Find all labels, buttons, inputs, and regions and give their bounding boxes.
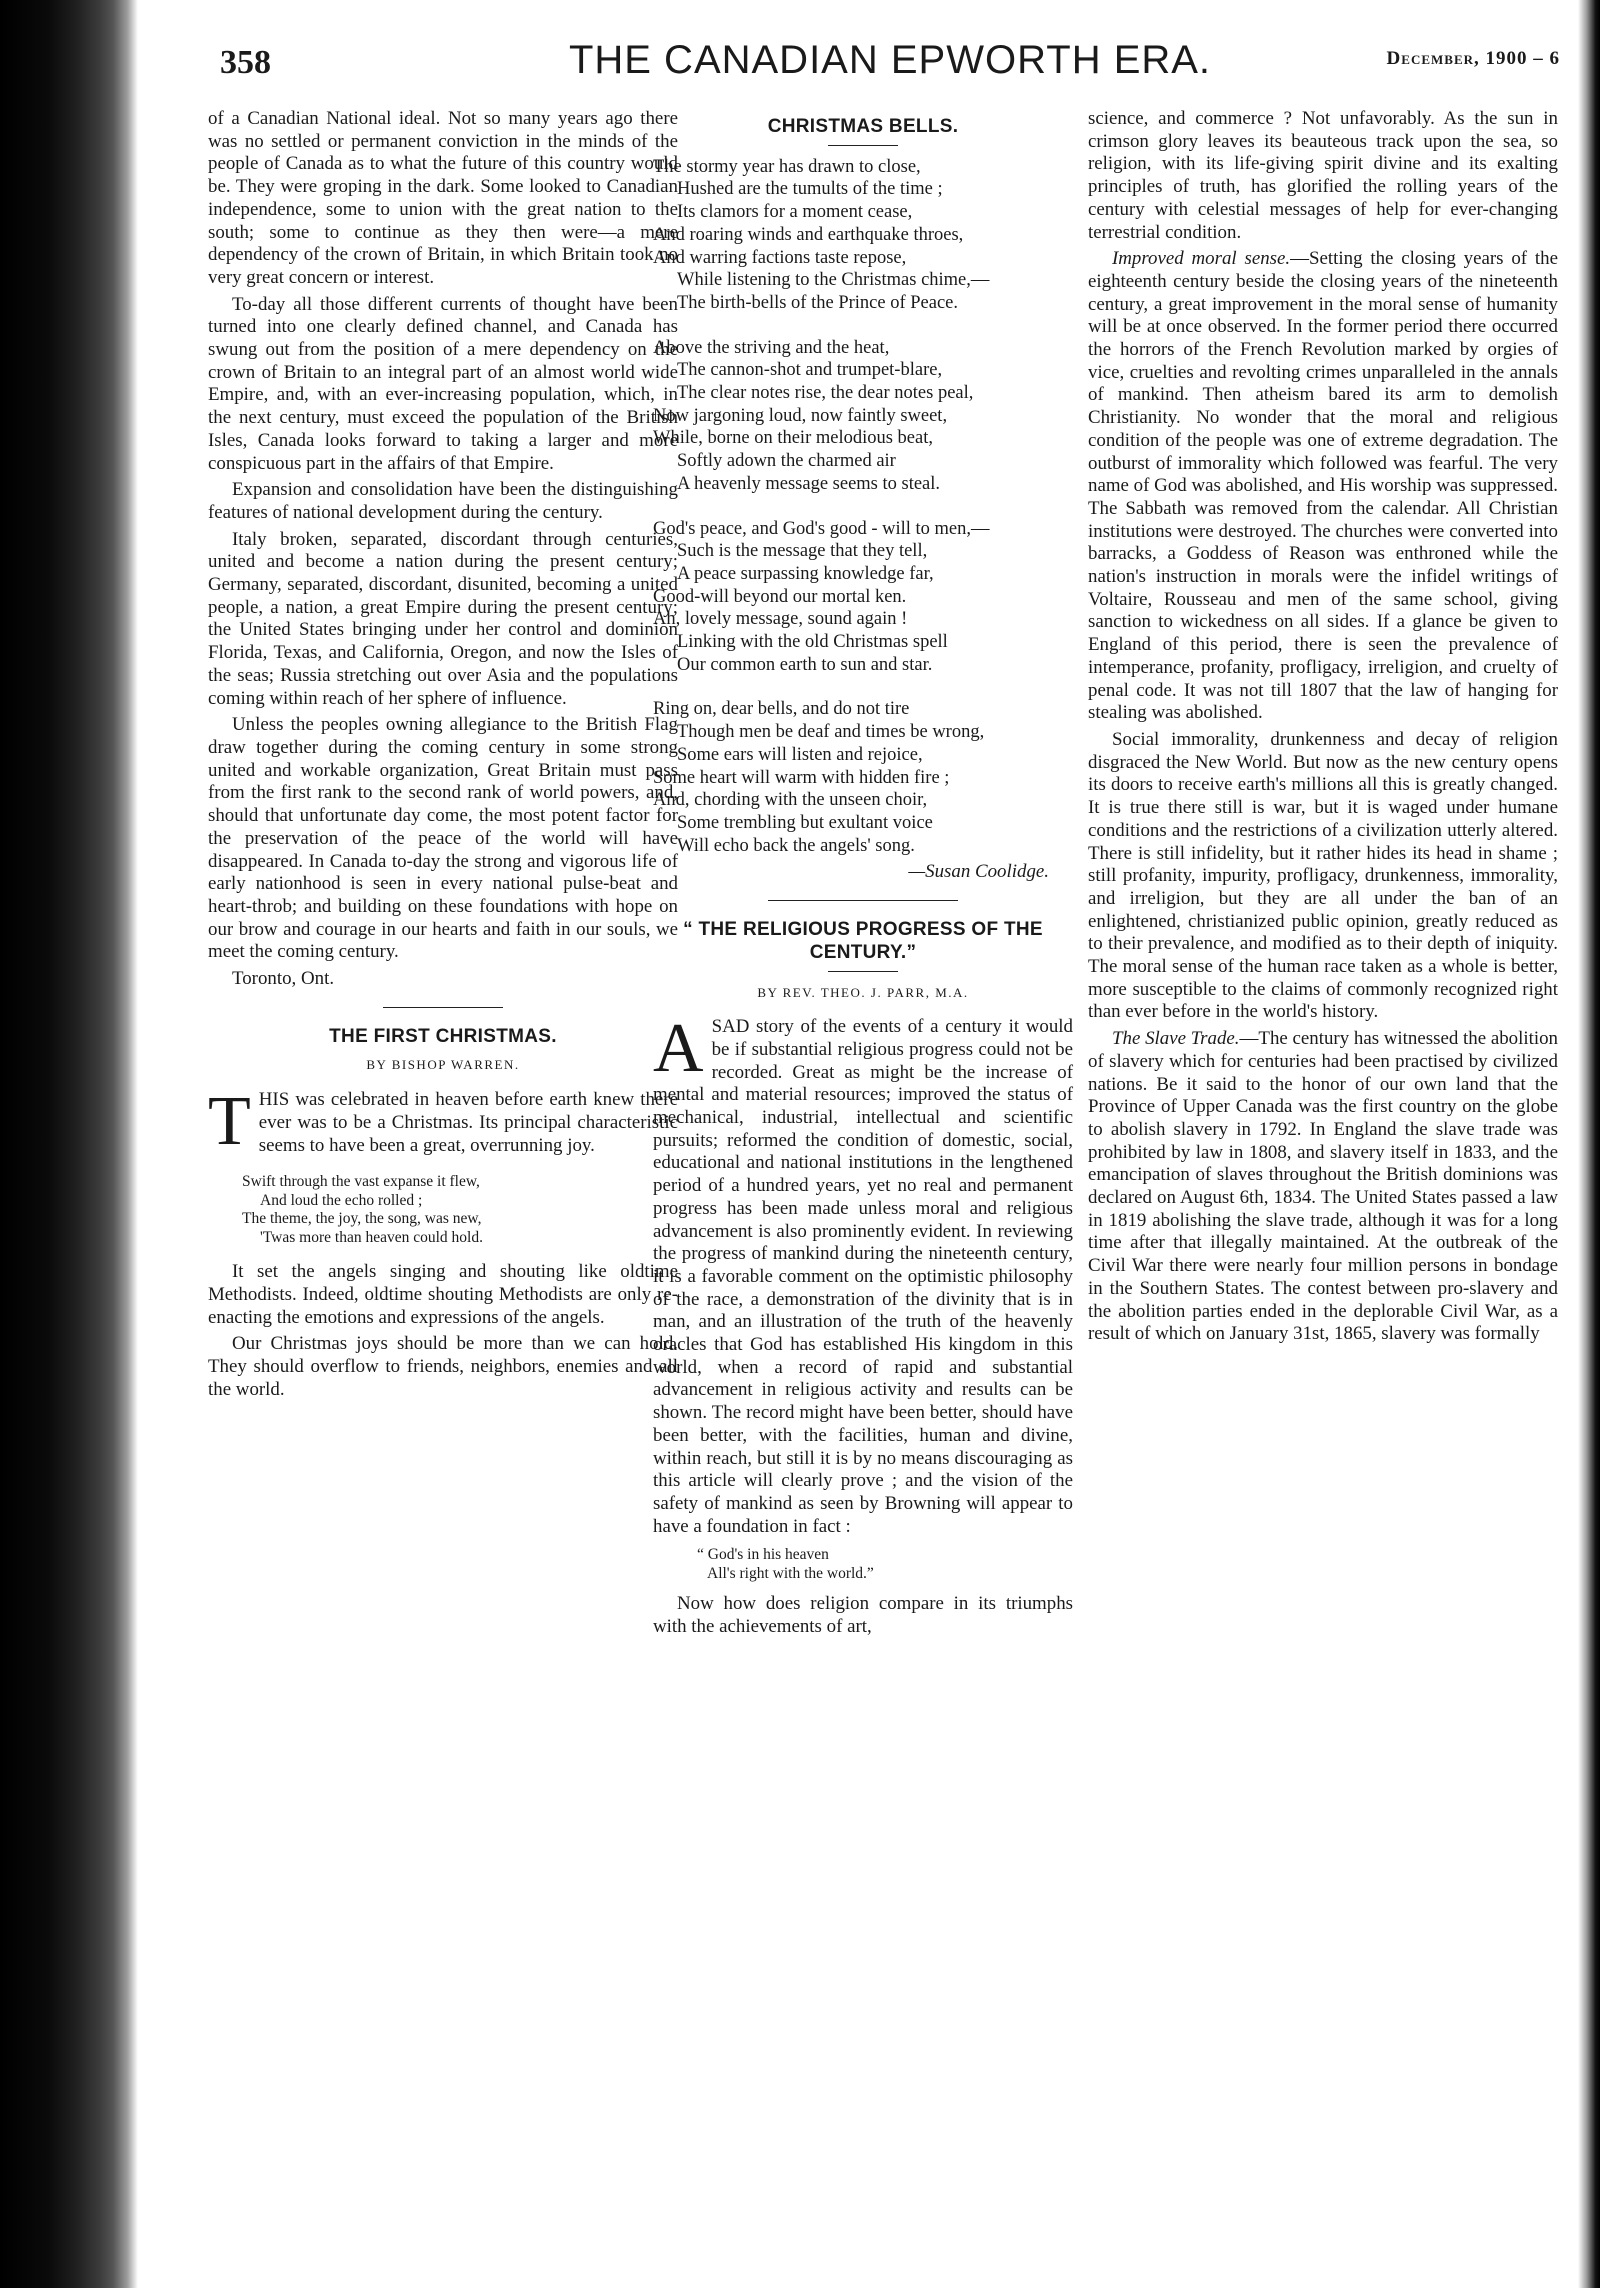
publication-title: THE CANADIAN EPWORTH ERA. [568,38,1212,82]
poem-line: The cannon-shot and trumpet-blare, [677,360,943,381]
paragraph-text: —The century has witnessed the abolition of slavery which for centuries had been practised by civilized nations. Be it said to the honor of our own land that the Province of Upper Canada was the first country on the globe to abolish slavery in 1792. In England the slave trade was prohibited by law in 1808, and slavery itself in 1833, and the emancipation of slaves throughout the British dominions was declared on August 6th, 1834. The United States passed a law in 1819 abolishing the slave trade, although it was for a long time after that illegally maintained. At the outbreak of the Civil War there were nearly four million persons in bondage in the Southern States. The contest between pro-slavery and the abolition parties ended in the deplorable Civil War, as a result of which on January 31st, 1865, slavery was formally [1088,1028,1558,1345]
paragraph: Now how does religion compare in its triumphs with the achievements of art, [653,1593,1073,1638]
paragraph: Unless the peoples owning allegiance to the British Flag draw together during the coming century in some strong united and workable organization, Great Britain must pass from the first rank to the second rank of world powers, and, should that unfortunate day come, the most potent factor for the preservation of the peace of the world will have disappeared. In Canada to-day the strong and vigorous life of early nationhood is seen in every national pulse-beat and heart-throb; and building on these foundations with hope on our brow and courage in our hearts and faith in our souls, we meet the coming century. [208,714,678,963]
verse-line: The theme, the joy, the song, was new, [242,1210,482,1228]
stanza [653,518,1073,677]
column-middle [653,108,1073,1643]
column-right [1088,108,1558,1350]
poem-line: Hushed are the tumults of the time ; [677,179,943,200]
poem-line: Ah, lovely message, sound again ! [653,609,908,630]
verse-line: 'Twas more than heaven could hold. [260,1228,483,1246]
poem-line: Ring on, dear bells, and do not tire [653,699,910,720]
poem-line: Though men be deaf and times be wrong, [677,722,985,743]
article-title: THE FIRST CHRISTMAS. [329,1025,557,1047]
poem-line: And warring factions taste repose, [653,247,907,268]
page-number: 358 [220,44,271,81]
poem-line: Now jargoning loud, now faintly sweet, [653,405,948,426]
signoff: Toronto, Ont. [232,968,335,990]
poem-line: While listening to the Christmas chime,— [677,270,990,291]
paragraph: science, and commerce ? Not unfavorably. As the sun in crimson glory leaves its beauteous track upon the sea, so religion, with its life-giving spirit divine and its exalting principles of truth, has glorified the rolling years of the century with celestial messages of help for ever-changing terrestrial condition. [1088,108,1558,243]
paragraph [1088,1028,1558,1346]
poem [653,156,1073,884]
divider [383,1007,503,1008]
poem-line: And roaring winds and earthquake throes, [653,224,964,245]
divider [828,971,898,972]
paragraph-text: —Setting the closing years of the eighteenth century beside the closing years of the nineteenth century, a great improvement in the moral sense of humanity will be at once observed. In the former period there occurred the horrors of the French Revolution marked by orgies of vice, cruelties and revolting crimes unparalleled in the annals of mankind. Then atheism bared its arm to demolish Christianity. No wonder that the moral and religious condition of the people was one of extreme degradation. The outburst of immorality which followed was fearful. The very name of God was abolished, and His worship was suppressed. The Sabbath was removed from the calendar. All Christian institutions were destroyed. The churches were converted into barracks, a Goddess of Reason was enthroned while the nation's instruction in morals were the infidel writings of Voltaire, Rousseau and men of the same school, giving sanction to wickedness on all sides. If a glance be given to England of this period, there is seen the prevalence of intemperance, profanity, profligacy, irreligion, and cruelty of penal code. It was not till 1807 that the law of hanging for stealing was abolished. [1088,248,1558,724]
paragraph: Italy broken, separated, discordant through centuries, united and become a nation during the present century; Germany, separated, discordant, disunited, becoming a united people, a nation, a great Empire during the present century; the United States bringing under her control and dominion Florida, Texas, and California, Oregon, and now the Isles of the seas; Russia stretching out over Asia and the populations coming within reach of her sphere of influence. [208,528,678,709]
poem-title: CHRISTMAS BELLS. [767,116,959,137]
paragraph-text: SAD story of the events of a century it would be if substantial religious progress could not be recorded. Great as might be the increase of mental and material resources; improved the status of mechanical, industrial, intellectual and scientific pursuits; reformed the condition of domestic, social, educational and national institutions in the lengthened period of a hundred years, yet no real and permanent progress has been made unless moral and religious advancement is also prominently evident. In reviewing the progress of mankind during the nineteenth century, it is a favorable comment on the optimistic philosophy of the race, a demonstration of the divinity that is in man, and an illustration of the truth of the heavenly oracles that God has established His kingdom in this world, when a record of rapid and substantial advancement in religious activity and results can be shown. The record might have been better, should have been better, with the facilities, human and divine, within reach, but still it is by no means discouraging as this article will clearly prove ; and the vision of the safety of mankind as seen by Browning will appear to have a foundation in fact : [653,1016,1073,1537]
poem-line: The birth-bells of the Prince of Peace. [677,292,958,313]
paragraph-with-dropcap [653,1010,1073,1538]
verse-quote [242,1173,678,1247]
paragraph [1088,248,1558,725]
column-left [208,108,678,1405]
quote-line: “ God's in his heaven [697,1546,829,1564]
paragraph: It set the angels singing and shouting like oldtime Methodists. Indeed, oldtime shouting Methodists are only re-enacting the emotions and expressions of the angels. [208,1261,678,1328]
drop-cap: T [208,1083,251,1161]
verse-line: Swift through the vast expanse it flew, [242,1173,480,1191]
poem-line: Some ears will listen and rejoice, [677,744,923,765]
paragraph: Expansion and consolidation have been the distinguishing features of national development during the century. [208,479,678,523]
poem-line: God's peace, and God's good - will to men,— [653,518,990,539]
poem-line: And, chording with the unseen choir, [653,790,928,811]
paragraph: Social immorality, drunkenness and decay of religion disgraced the New World. But now as the new century opens its doors to receive earth's millions all this is greatly changed. It is true there still is war, but it is waged under humane conditions and the restrictions of a civilization utterly altered. There is still infidelity, but it rather hides its head in shame ; still profanity, impurity, profligacy, drunkenness, immorality, and irreligion, but they are all under the ban of an enlightened, christianized public opinion, greatly reduced as to their prevalence, and modified as to their depth of iniquity. The moral sense of the human race taken as a whole is better, more susceptible to the claims of commonly recognized right than ever before in the world's history. [1088,728,1558,1023]
book-binding-edge [0,0,138,2288]
poem-line: Linking with the old Christmas spell [677,632,948,653]
verse-line: And loud the echo rolled ; [260,1191,423,1209]
quote-line: All's right with the world.” [707,1564,874,1582]
magazine-page [150,0,1575,2288]
poem-line: Such is the message that they tell, [677,541,928,562]
poem-line: Our common earth to sun and star. [677,654,933,675]
stanza [653,698,1073,857]
poem-line: The clear notes rise, the dear notes peal, [677,383,974,404]
stanza [653,156,1073,315]
poem-line: Above the striving and the heat, [653,337,890,358]
poem-line: Good-will beyond our mortal ken. [653,586,907,607]
poem-line: Some heart will warm with hidden fire ; [653,767,950,788]
poem-line: The stormy year has drawn to close, [653,156,921,177]
poem-line: A heavenly message seems to steal. [677,473,941,494]
section-lead: The Slave Trade. [1112,1028,1240,1050]
article-title: “ THE RELIGIOUS PROGRESS OF THE CENTURY.” [683,919,1043,963]
byline: BY BISHOP WARREN. [366,1057,520,1073]
poem-line: While, borne on their melodious beat, [653,428,933,449]
poem-line: Will echo back the angels' song. [677,835,915,856]
paragraph: To-day all those different currents of thought have been turned into one clearly defined channel, and Canada has swung out from the position of a mere dependency on the crown of Britain to an integral part of an almost world wide Empire, and, with an ever-increasing population, which, in the next century, must exceed the population of the British Isles, Canada looks forward to taking a larger and more conspicuous part in the affairs of that Empire. [208,293,678,474]
paragraph-text: HIS was celebrated in heaven before earth knew there ever was to be a Christmas. Its principal characteristic seems to have been a great, overrunning joy. [258,1089,678,1156]
poem-line: Its clamors for a moment cease, [677,202,913,223]
drop-cap: A [653,1010,704,1088]
running-header [220,38,1560,98]
poem-line: Some trembling but exultant voice [677,812,933,833]
stanza [653,337,1073,496]
paragraph: Our Christmas joys should be more than we can hold. They should overflow to friends, neighbors, enemies and all the world. [208,1333,678,1400]
browning-quote [697,1546,1073,1583]
poem-signature: —Susan Coolidge. [908,861,1049,883]
page-right-edge [1578,0,1600,2288]
issue-date: December, 1900 – 6 [1386,48,1560,69]
divider [828,145,898,146]
poem-line: Softly adown the charmed air [677,451,896,472]
byline: BY REV. THEO. J. PARR, M.A. [757,984,969,1000]
paragraph-with-dropcap [208,1083,678,1161]
divider [768,900,958,901]
section-lead: Improved moral sense. [1112,248,1291,270]
poem-line: A peace surpassing knowledge far, [677,563,934,584]
paragraph: of a Canadian National ideal. Not so many years ago there was no settled or permanent conviction in the minds of the people of Canada as to what the future of this country would be. They were groping in the dark. Some looked to Canadian independence, some to union with the great nation to the south; some to continue as they then were—a mere dependency of the crown of Britain, in which Britain took no very great concern or interest. [208,108,678,288]
